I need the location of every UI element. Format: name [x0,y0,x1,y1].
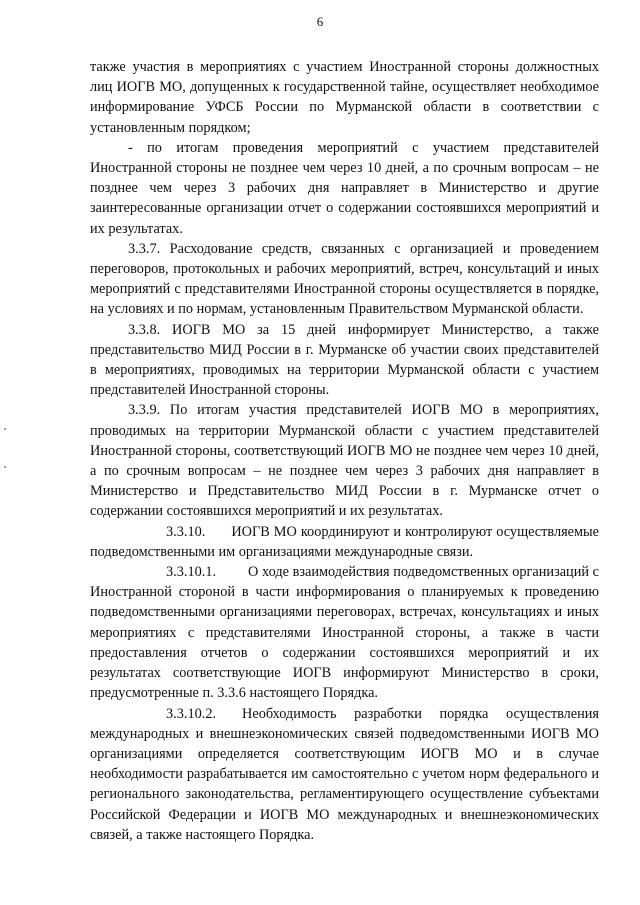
scan-mark [4,466,6,468]
page-number: 6 [316,14,324,29]
paragraph-text: также участия в мероприятиях с участием Иностранной стороны должностных лиц ИОГВ МО, допущенных к государственной тайне, осуществляет необходимое информирование УФСБ России по Мурманской области в соответствии с установленным порядком; [90,59,599,136]
paragraph-number: 3.3.10.1. [166,564,217,581]
paragraph-text: О ходе взаимодействия подведомственных организаций с Иностранной стороной в части информирования о планируемых к проведению подведомственными организациями переговорах, встречах, консультациях и иных мероприятиях с представителями Иностранной стороны, а также в части предоставления отчетов о содержании состоявшихся мероприятий и их результатах соответствующие ИОГВ информируют Министерство в сроки, предусмотренные п. 3.3.6 настоящего Порядка. [90,564,599,702]
scan-mark [4,428,6,430]
paragraph-3-3-10-1 [90,562,599,703]
paragraph-3-3-7 [90,239,599,320]
paragraph-bullet [90,138,599,239]
paragraph-text: 3.3.9. По итогам участия представителей ИОГВ МО в мероприятиях, проводимых на территории Мурманской области с участием представителей Иностранной стороны, соответствующий ИОГВ МО не позднее чем через 10 дней, а по срочным вопросам – не позднее чем через 3 рабочих дня направляет в Министерство и Представительство МИД России в г. Мурманске отчет о содержании состоявшихся мероприятий и их результатах. [90,402,599,520]
paragraph-3-3-8 [90,320,599,401]
paragraph-text: ИОГВ МО координируют и контролируют осуществляемые подведомственными им организациями международные связи. [90,523,599,560]
paragraph-continuation [90,57,599,138]
paragraph-3-3-10-2 [90,704,599,845]
paragraph-number: 3.3.10. [166,523,206,540]
paragraph-text: - по итогам проведения мероприятий с участием представителей Иностранной стороны не позднее чем через 10 дней, а по срочным вопросам – не позднее чем через 3 рабочих дня направляет в Министерство и другие заинтересованные организации отчет о содержании состоявшихся мероприятий и их результатах. [90,139,599,237]
paragraph-3-3-10 [90,522,599,562]
document-body [90,57,599,845]
paragraph-3-3-9 [90,400,599,521]
paragraph-text: 3.3.7. Расходование средств, связанных с организацией и проведением переговоров, протокольных и рабочих мероприятий, встреч, консультаций и иных мероприятий с представителями Иностранной стороны осуществляется в порядке, на условиях и по нормам, установленным Правительством Мурманской области. [90,240,599,318]
paragraph-number: 3.3.10.2. [166,705,217,722]
paragraph-text: 3.3.8. ИОГВ МО за 15 дней информирует Министерство, а также представительство МИД России в г. Мурманске об участии своих представителей в мероприятиях, проводимых на территории Мурманской области с участием представителей Иностранной стороны. [90,321,599,399]
paragraph-text: Необходимость разработки порядка осуществления международных и внешнеэкономических связей подведомственными ИОГВ МО организациями определяется соответствующим ИОГВ МО и в случае необходимости разрабатывается им самостоятельно с учетом норм федерального и регионального законодательства, регламентирующего осуществление субъектами Российской Федерации и ИОГВ МО международных и внешнеэкономических связей, а также настоящего Порядка. [90,705,599,843]
